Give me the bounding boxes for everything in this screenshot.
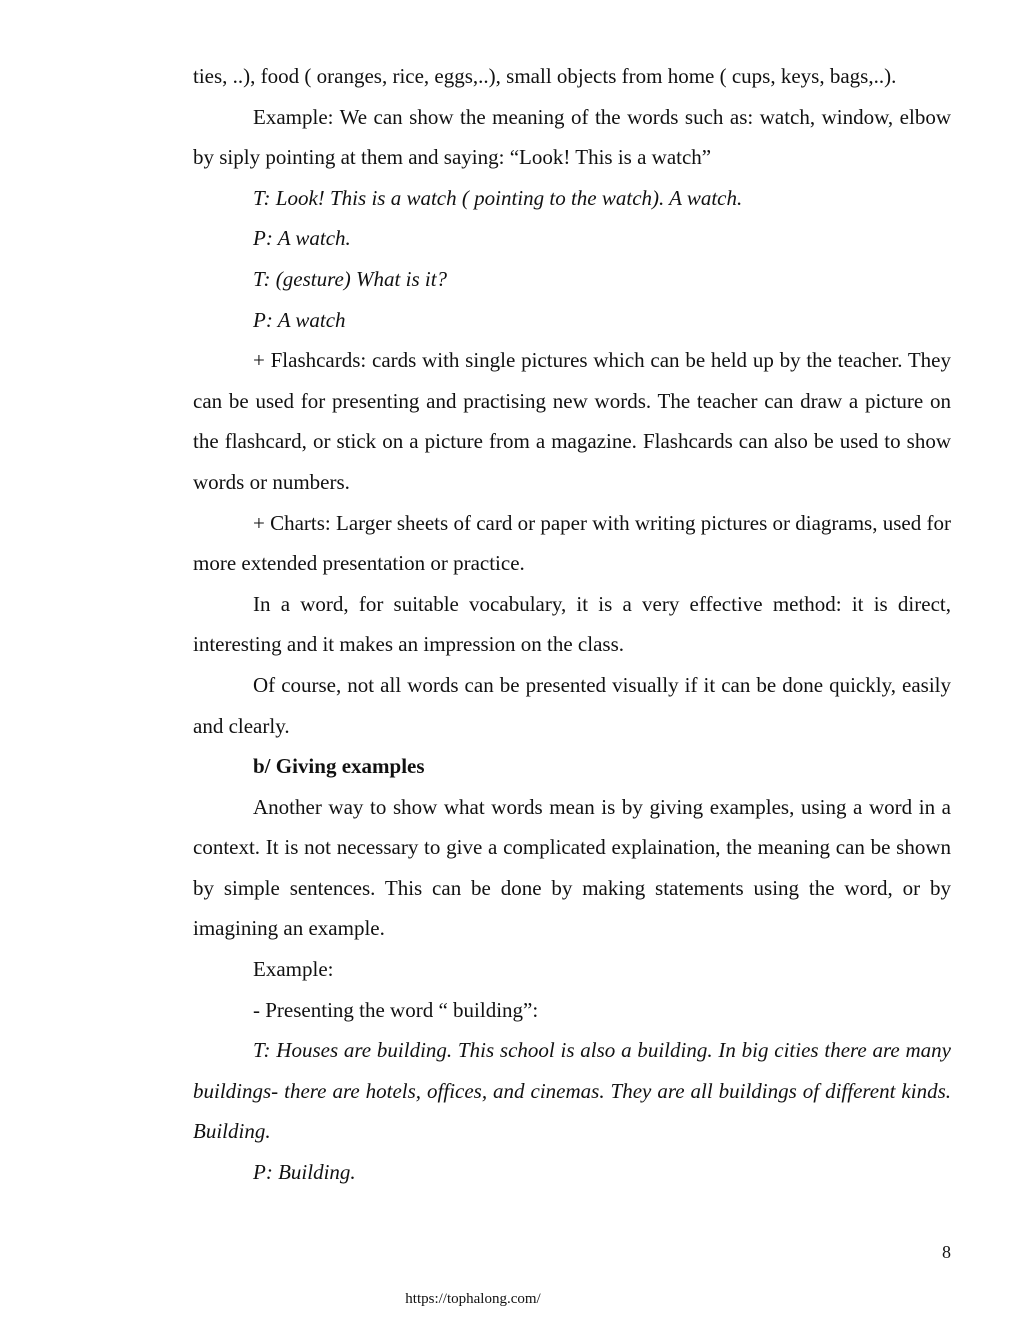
- paragraph-flashcards: + Flashcards: cards with single pictures which can be held up by the teacher. They can be used for presenting and practising new words. The teacher can draw a picture on the flashcard, or stick on a picture from a magazine. Flashcards can also be used to show words or numbers.: [193, 348, 951, 494]
- paragraph-13: - Presenting the word “ building”:: [253, 997, 539, 1022]
- dialogue-line-teacher: T: Houses are building. This school is also a building. In big cities there are many buildings- there are hotels, offices, and cinemas. They are all buildings of different kinds. Building.: [193, 1038, 951, 1144]
- paragraph-9: Of course, not all words can be presented visually if it can be done quickly, easily and clearly.: [193, 672, 951, 738]
- paragraph-11: Another way to show what words mean is by giving examples, using a word in a context. It is not necessary to give a complicated explaination, the meaning can be shown by simple sentences. This can be done by making statements using the word, or by imagining an example.: [193, 794, 951, 941]
- dialogue-line-teacher: T: (gesture) What is it?: [253, 266, 448, 291]
- page-number: 8: [942, 1242, 951, 1262]
- paragraph-0: ties, ..), food ( oranges, rice, eggs,..), small objects from home ( cups, keys, bags,..).: [193, 64, 897, 88]
- footer-url: https://tophalong.com/: [405, 1291, 541, 1307]
- paragraph-charts: + Charts: Larger sheets of card or paper with writing pictures or diagrams, used for more extended presentation or practice.: [193, 510, 951, 576]
- paragraph-1: Example: We can show the meaning of the words such as: watch, window, elbow by siply pointing at them and saying: “Look! This is a watch”: [193, 104, 951, 170]
- paragraph-12: Example:: [253, 957, 334, 982]
- dialogue-line-pupil: P: A watch.: [253, 226, 351, 251]
- document-body: [193, 56, 951, 1193]
- section-heading: b/ Giving examples: [253, 754, 425, 779]
- paragraph-8: In a word, for suitable vocabulary, it is a very effective method: it is direct, interesting and it makes an impression on the class.: [193, 591, 951, 657]
- dialogue-line-pupil: P: Building.: [253, 1160, 356, 1185]
- dialogue-line-pupil: P: A watch: [253, 307, 346, 332]
- dialogue-line-teacher: T: Look! This is a watch ( pointing to the watch). A watch.: [253, 185, 743, 210]
